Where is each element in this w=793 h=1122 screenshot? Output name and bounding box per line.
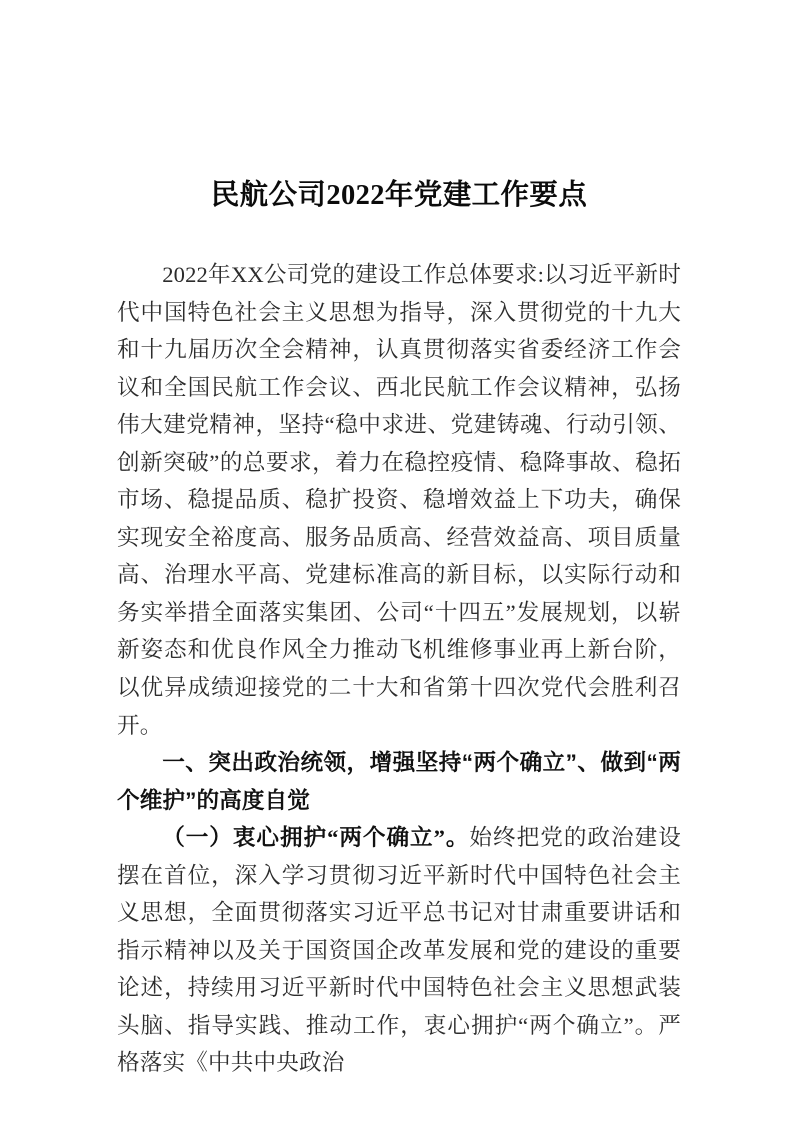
- paragraph-subsection-1-1: [117, 819, 681, 1082]
- section-heading-1: 一、突出政治统领，增强坚持“两个确立”、做到“两个维护”的高度自觉: [117, 750, 681, 813]
- paragraph-overview: 2022年XX公司党的建设工作总体要求:以习近平新时代中国特色社会主义思想为指导，深入贯彻党的十九大和十九届历次全会精神，认真贯彻落实省委经济工作会议和全国民航工作会议、西北民航工作会议精神，弘扬伟大建党精神，坚持“稳中求进、党建铸魂、行动引领、创新突破”的总要求，着力在稳控疫情、稳降事故、稳拓市场、稳提品质、稳扩投资、稳增效益上下功夫，确保实现安全裕度高、服务品质高、经营效益高、项目质量高、治理水平高、党建标准高的新目标，以实际行动和务实举措全面落实集团、公司“十四五”发展规划，以崭新姿态和优良作风全力推动飞机维修事业再上新台阶，以优异成绩迎接党的二十大和省第十四次党代会胜利召开。: [117, 262, 681, 738]
- subsection-lead-in-1-1: （一）衷心拥护“两个确立”。: [162, 825, 470, 851]
- document-content: [117, 0, 681, 1082]
- page-title: 民航公司2022年党建工作要点: [210, 180, 588, 211]
- subsection-body-1-1: 始终把党的政治建设摆在首位，深入学习贯彻习近平新时代中国特色社会主义思想，全面贯彻落实习近平总书记对甘肃重要讲话和指示精神以及关于国资国企改革发展和党的建设的重要论述，持续用习近平新时代中国特色社会主义思想武装头脑、指导实践、推动工作，衷心拥护“两个确立”。严格落实《中共中央政治: [117, 825, 681, 1076]
